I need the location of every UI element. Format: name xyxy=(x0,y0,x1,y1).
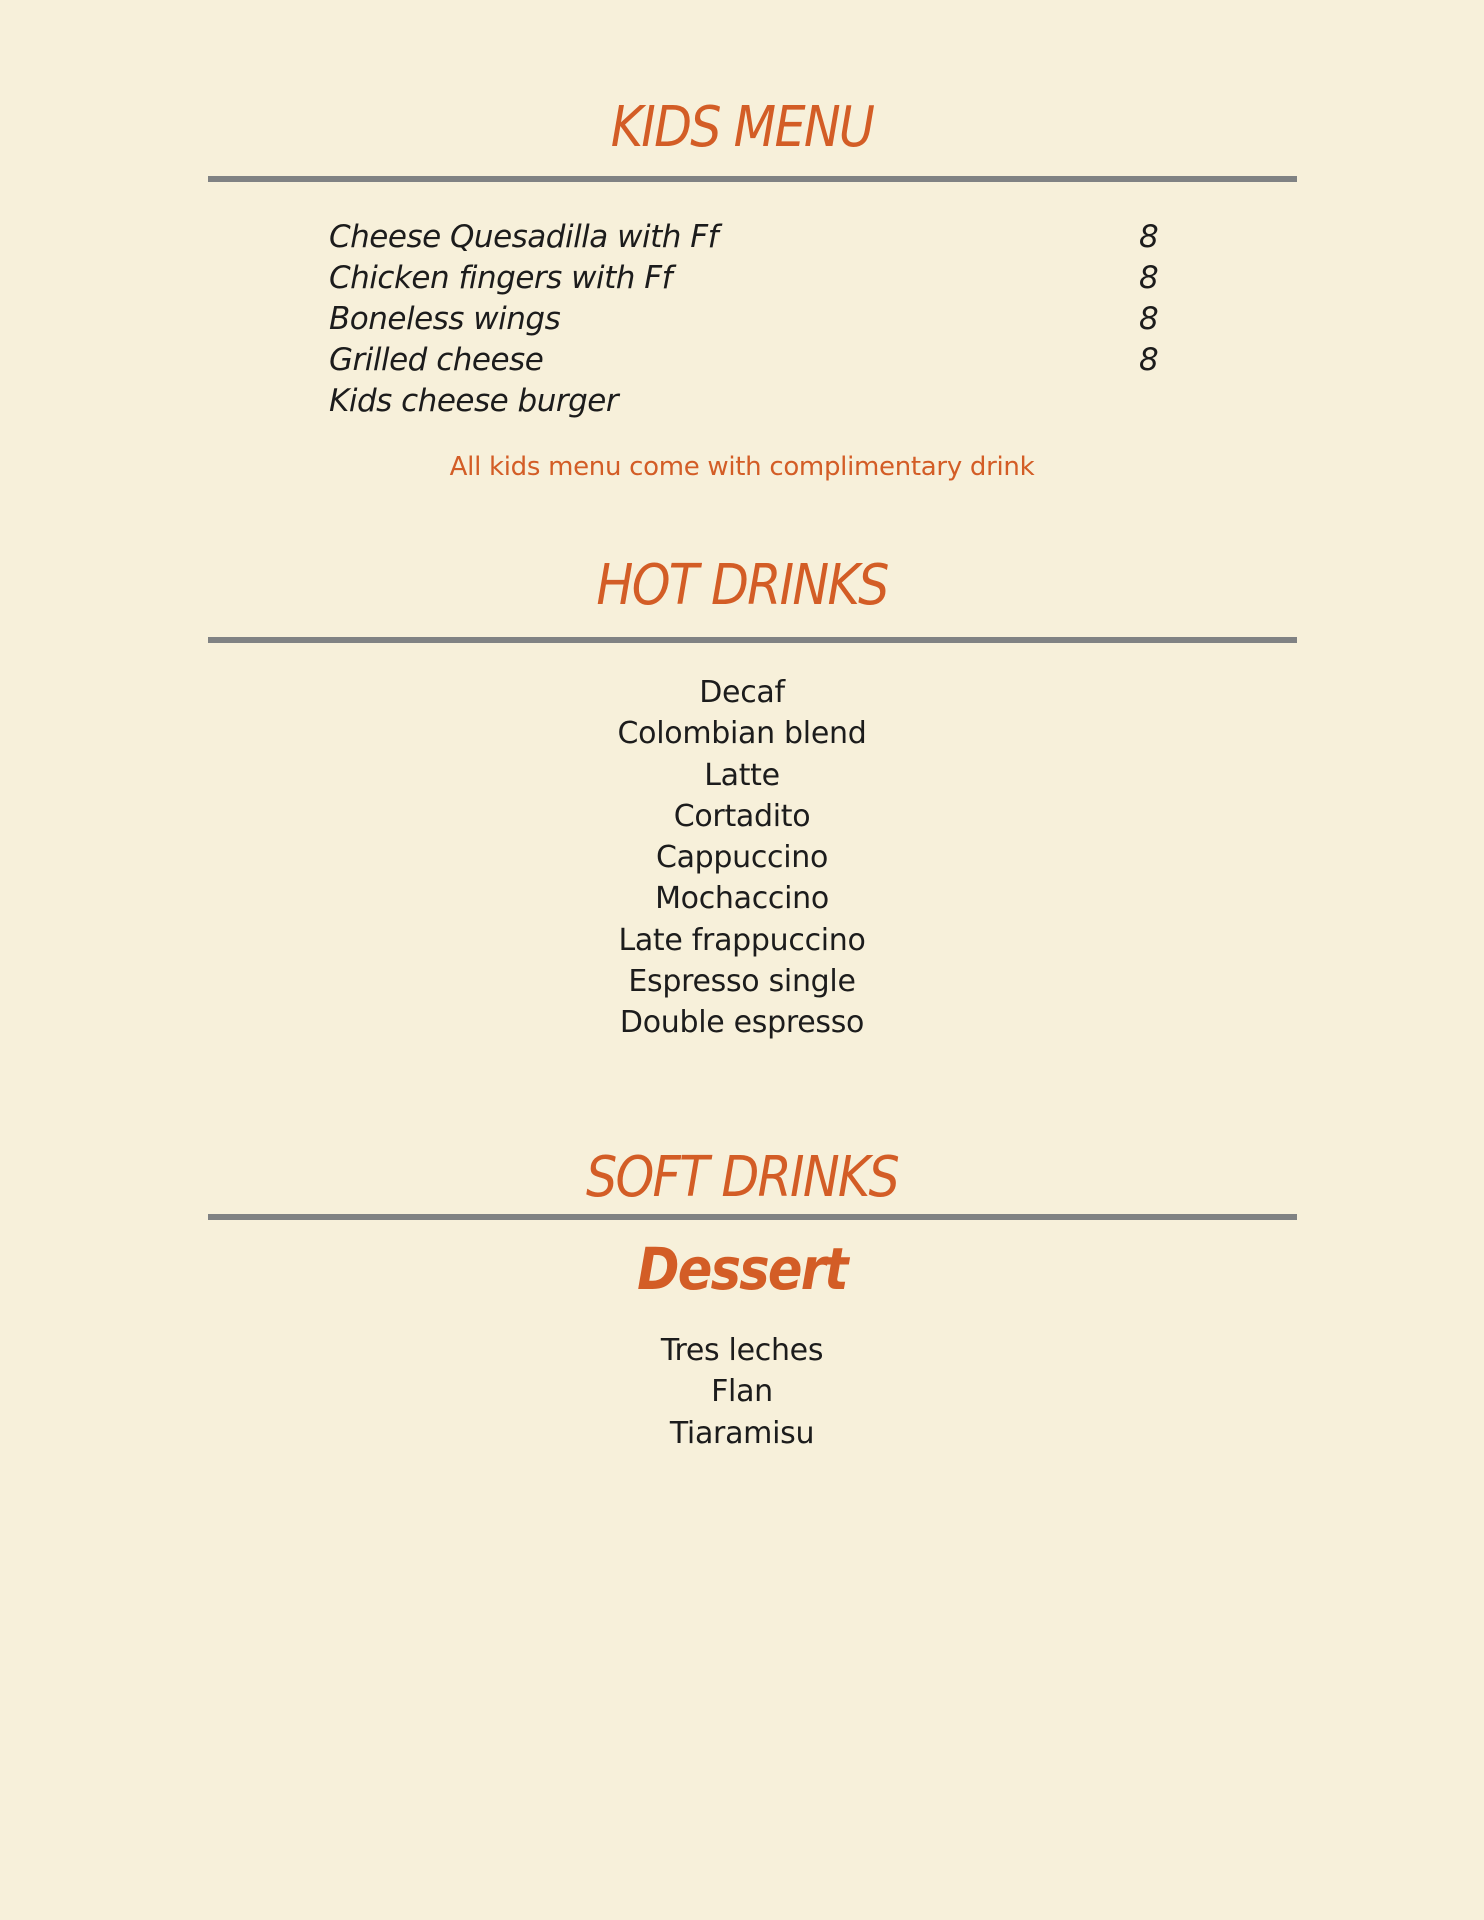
kids-menu-item xyxy=(329,340,1179,381)
soft-drinks-divider xyxy=(208,1214,1297,1220)
dessert-list xyxy=(0,1330,1484,1454)
kids-menu-title: KIDS MENU xyxy=(610,95,874,160)
kids-menu-item xyxy=(329,217,1179,258)
hot-drink-item: Mochaccino xyxy=(655,881,829,917)
kids-menu-item xyxy=(329,381,1179,422)
dessert-title: Dessert xyxy=(637,1235,847,1303)
kids-item-name: Grilled cheese xyxy=(329,342,544,378)
soft-drinks-title: SOFT DRINKS xyxy=(585,1145,899,1210)
dessert-item: Tiaramisu xyxy=(669,1415,815,1451)
kids-item-price: 8 xyxy=(1139,342,1159,378)
kids-item-name: Chicken fingers with Ff xyxy=(329,260,673,296)
kids-item-price xyxy=(1139,381,1179,422)
hot-drink-item: Cortadito xyxy=(673,798,811,834)
hot-drink-item: Decaf xyxy=(699,675,785,710)
kids-item-name: Cheese Quesadilla with Ff xyxy=(329,219,719,255)
kids-item-name: Kids cheese burger xyxy=(329,383,619,419)
hot-drink-item: Late frappuccino xyxy=(618,922,866,958)
hot-drink-item: Colombian blend xyxy=(617,716,867,752)
hot-drink-item: Cappuccino xyxy=(655,840,829,876)
kids-item-name: Boneless wings xyxy=(329,301,561,337)
kids-menu-list xyxy=(329,217,1179,422)
hot-drink-item: Double espresso xyxy=(619,1005,865,1041)
hot-drink-item: Espresso single xyxy=(628,964,856,1000)
hot-drinks-title: HOT DRINKS xyxy=(596,553,888,618)
kids-menu-divider xyxy=(208,176,1297,182)
kids-menu-note: All kids menu come with complimentary drink xyxy=(449,452,1035,482)
kids-item-price: 8 xyxy=(1139,301,1159,337)
dessert-item: Tres leches xyxy=(660,1333,824,1368)
kids-menu-item xyxy=(329,258,1179,299)
hot-drink-item: Latte xyxy=(704,757,780,793)
hot-drinks-list xyxy=(0,672,1484,1044)
dessert-item: Flan xyxy=(711,1374,773,1410)
kids-menu-item xyxy=(329,299,1179,340)
hot-drinks-divider xyxy=(208,637,1297,643)
kids-item-price: 8 xyxy=(1139,219,1159,255)
kids-item-price: 8 xyxy=(1139,260,1159,296)
